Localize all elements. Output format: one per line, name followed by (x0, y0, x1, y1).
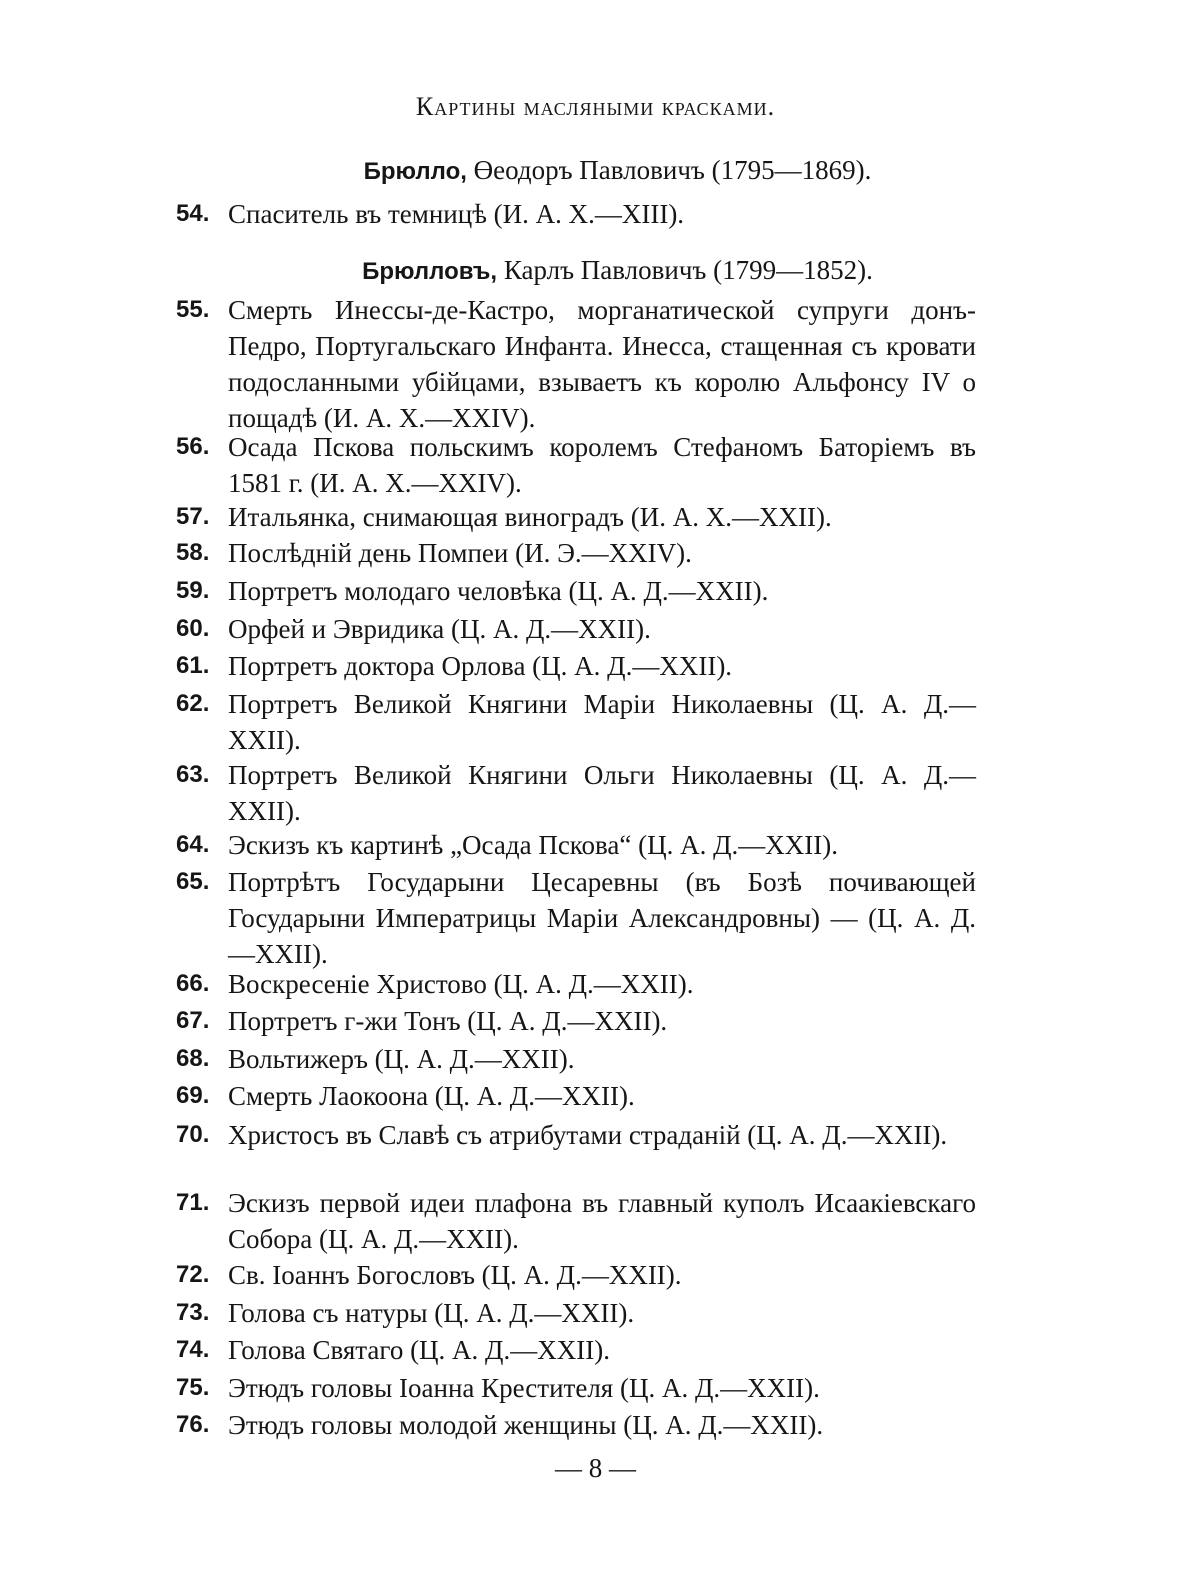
entry-number: 59. (176, 577, 210, 604)
entry-number: 73. (176, 1299, 210, 1326)
catalog-entry-61 (176, 648, 976, 684)
catalog-entry-68 (176, 1041, 976, 1077)
entry-text: Спаситель въ темницѣ (И. А. X.—XIII). (228, 199, 685, 229)
entry-number: 75. (176, 1374, 210, 1401)
entry-text: Христосъ въ Славѣ съ атрибутами страданій (Ц. А. Д.—XXII). (228, 1120, 948, 1150)
entry-number: 54. (176, 200, 210, 227)
entry-text: Портретъ доктора Орлова (Ц. А. Д.—XXII). (228, 651, 733, 681)
entry-text: Воскресеніе Христово (Ц. А. Д.—XXII). (228, 969, 694, 999)
catalog-entry-73 (176, 1295, 976, 1331)
entry-number: 60. (176, 615, 210, 642)
entry-number: 69. (176, 1082, 210, 1109)
entry-text: Послѣдній день Помпеи (И. Э.—XXIV). (228, 538, 692, 568)
catalog-entry-71 (176, 1185, 976, 1257)
artist-name: Брюлловъ, (362, 258, 498, 285)
catalog-entry-56 (176, 429, 976, 501)
entry-number: 61. (176, 652, 210, 679)
artist-heading-bryullov (22, 253, 1191, 289)
entry-text: Портретъ Великой Княгини Ольги Николаевны (Ц. А. Д.—XXII). (228, 760, 976, 826)
entry-text: Портретъ молодаго человѣка (Ц. А. Д.—XXII). (228, 576, 769, 606)
entry-text: Эскизъ первой идеи плафона въ главный куполъ Исаакіевскаго Собора (Ц. А. Д.—XXII). (228, 1188, 976, 1254)
catalog-entry-65 (176, 864, 976, 972)
catalog-entry-66 (176, 966, 976, 1002)
entry-text: Осада Пскова польскимъ королемъ Стефаномъ Баторіемъ въ 1581 г. (И. А. X.—XXIV). (228, 432, 976, 498)
entry-number: 72. (176, 1261, 210, 1288)
catalog-entry-67 (176, 1003, 976, 1039)
entry-text: Эскизъ къ картинѣ „Осада Пскова“ (Ц. А. Д.—XXII). (228, 830, 839, 860)
catalog-entry-76 (176, 1407, 976, 1443)
entry-text: Смерть Инессы-де-Кастро, морганатической супруги донъ-Педро, Португальскаго Инфанта. Инесса, стащенная съ кровати подосланными убійцами, взываетъ къ королю Альфонсу IV о пощадѣ (И. А. X.—XXIV). (228, 295, 976, 433)
entry-number: 56. (176, 433, 210, 460)
entry-text: Голова съ натуры (Ц. А. Д.—XXII). (228, 1298, 635, 1328)
entry-number: 70. (176, 1121, 210, 1148)
entry-number: 65. (176, 868, 210, 895)
artist-name: Брюлло, (363, 158, 467, 185)
entry-number: 63. (176, 761, 210, 788)
entry-number: 66. (176, 970, 210, 997)
catalog-entry-60 (176, 611, 976, 647)
catalog-entry-63 (176, 757, 976, 829)
catalog-entry-70 (176, 1117, 976, 1153)
catalog-entry-55 (176, 292, 976, 436)
artist-details: Карлъ Павловичъ (1799—1852). (503, 255, 873, 285)
catalog-entry-58 (176, 535, 976, 571)
entry-text: Итальянка, снимающая виноградъ (И. А. X.—XXII). (228, 502, 832, 532)
section-title: Картины масляными красками. (415, 92, 776, 121)
catalog-entry-72 (176, 1257, 976, 1293)
entry-number: 57. (176, 503, 210, 530)
entry-text: Смерть Лаокоона (Ц. А. Д.—XXII). (228, 1081, 635, 1111)
catalog-entry-64 (176, 827, 976, 863)
entry-number: 71. (176, 1189, 210, 1216)
entry-text: Портретъ Великой Княгини Маріи Николаевны (Ц. А. Д.—XXII). (228, 689, 976, 755)
entry-text: Портрѣтъ Государыни Цесаревны (въ Бозѣ почивающей Государыни Императрицы Маріи Александровны) — (Ц. А. Д.—XXII). (228, 867, 976, 969)
artist-details: Өеодоръ Павловичъ (1795—1869). (473, 155, 872, 185)
entry-text: Этюдъ головы молодой женщины (Ц. А. Д.—XXII). (228, 1410, 824, 1440)
catalog-entry-57 (176, 499, 976, 535)
catalog-entry-54 (176, 196, 976, 232)
entry-number: 55. (176, 296, 210, 323)
entry-number: 62. (176, 690, 210, 717)
catalog-entry-69 (176, 1078, 976, 1114)
entry-text: Портретъ г-жи Тонъ (Ц. А. Д.—XXII). (228, 1006, 668, 1036)
page-number: — 8 — (555, 1453, 636, 1483)
entry-number: 58. (176, 539, 210, 566)
entry-number: 67. (176, 1007, 210, 1034)
entry-text: Св. Іоаннъ Богословъ (Ц. А. Д.—XXII). (228, 1260, 682, 1290)
entry-text: Орфей и Эвридика (Ц. А. Д.—XXII). (228, 614, 651, 644)
entry-number: 76. (176, 1411, 210, 1438)
artist-heading-bryullo (22, 153, 1191, 189)
catalog-entry-74 (176, 1332, 976, 1368)
entry-text: Вольтижеръ (Ц. А. Д.—XXII). (228, 1044, 575, 1074)
catalog-entry-75 (176, 1370, 976, 1406)
entry-number: 74. (176, 1336, 210, 1363)
entry-number: 68. (176, 1045, 210, 1072)
catalog-entry-62 (176, 686, 976, 758)
entry-text: Голова Святаго (Ц. А. Д.—XXII). (228, 1335, 610, 1365)
entry-text: Этюдъ головы Іоанна Крестителя (Ц. А. Д.—XXII). (228, 1373, 820, 1403)
entry-number: 64. (176, 831, 210, 858)
catalog-entry-59 (176, 573, 976, 609)
